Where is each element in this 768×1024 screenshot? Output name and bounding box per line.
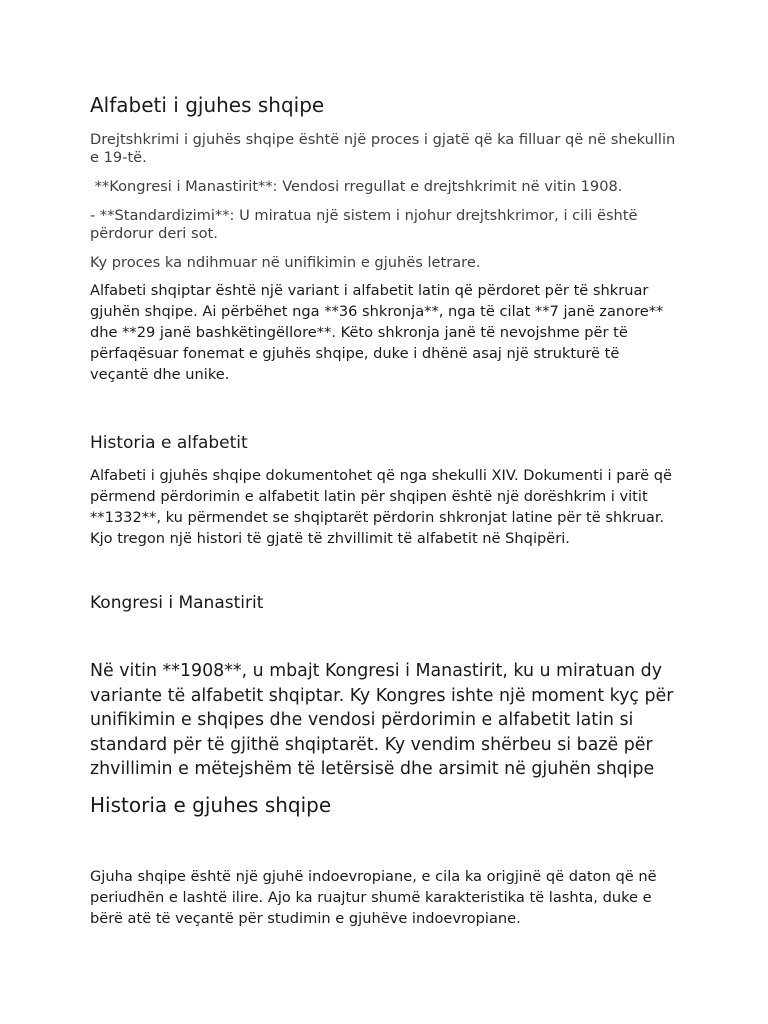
history-paragraph: Alfabeti i gjuhës shqipe dokumentohet që nga shekulli XIV. Dokumenti i parë që përmend përdorimin e alfabetit latin për shqipen është një dorëshkrim i vitit **1332**, ku përmendet se shqiptarët përdorin shkronjat latine për të shkruar. Kjo tregon një histori të gjatë të zhvillimit të alfabetit në Shqipëri. [90, 467, 672, 547]
congress-heading: Kongresi i Manastirit [90, 593, 264, 613]
document-title: Alfabeti i gjuhes shqipe [90, 93, 325, 117]
intro-standardization-line: - **Standardizimi**: U miratua një sistem i njohur drejtshkrimor, i cili është përdorur deri sot. [90, 207, 638, 242]
intro-congress-line: **Kongresi i Manastirit**: Vendosi rregullat e drejtshkrimit në vitin 1908. [90, 178, 623, 195]
alphabet-paragraph: Alfabeti shqiptar është një variant i alfabetit latin që përdoret për të shkruar gjuhën shqipe. Ai përbëhet nga **36 shkronja**, nga të cilat **7 janë zanore** dhe **29 janë bashkëtingëllore**. Këto shkronja janë të nevojshme për të përfaqësuar fonemat e gjuhës shqipe, duke i dhënë asaj një strukturë të veçantë dhe unike. [90, 282, 664, 383]
intro-paragraph: Drejtshkrimi i gjuhës shqipe është një proces i gjatë që ka filluar që në shekullin e 19-të. [90, 131, 676, 166]
language-history-heading: Historia e gjuhes shqipe [90, 793, 332, 817]
history-heading: Historia e alfabetit [90, 433, 248, 453]
congress-paragraph: Në vitin **1908**, u mbajt Kongresi i Manastirit, ku u miratuan dy variante të alfabetit shqiptar. Ky Kongres ishte një moment kyç për unifikimin e shqipes dhe vendosi përdorimin e alfabetit latin si standard për të gjithë shqiptarët. Ky vendim shërbeu si bazë për zhvillimin e mëtejshëm të letërsisë dhe arsimit në gjuhën shqipe [90, 661, 674, 779]
language-history-paragraph: Gjuha shqipe është një gjuhë indoevropiane, e cila ka origjinë që daton që në periudhën e lashtë ilire. Ajo ka ruajtur shumë karakteristika të lashta, duke e bërë atë të veçantë për studimin e gjuhëve indoevropiane. [90, 868, 657, 927]
intro-conclusion-line: Ky proces ka ndihmuar në unifikimin e gjuhës letrare. [90, 254, 481, 271]
